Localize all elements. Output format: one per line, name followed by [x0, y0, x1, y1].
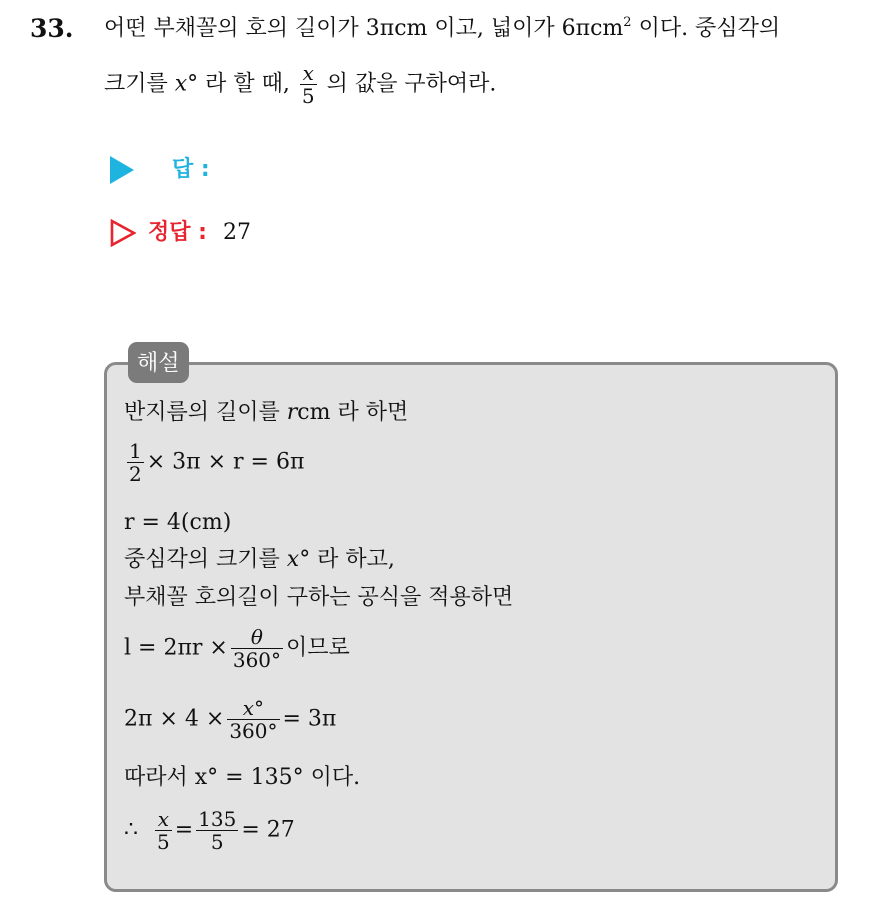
equation: × 3π × r = 6π [146, 449, 305, 475]
variable-r: r [286, 400, 298, 425]
fraction-x-over-5 [300, 62, 317, 107]
fraction-numerator: x [300, 62, 317, 85]
variable-x: x [174, 71, 188, 97]
correct-answer-label: 정답 : [148, 220, 207, 245]
arc-length: 3π [365, 16, 395, 41]
fraction-x-over-360 [227, 697, 279, 742]
fraction-theta-over-360 [231, 626, 283, 671]
fraction-denominator: 360° [232, 648, 282, 672]
solution-text: 이므로 [286, 635, 350, 661]
solution-line-7 [124, 697, 336, 742]
therefore-symbol: ∴ [124, 817, 138, 843]
solution-tag: 해설 [128, 342, 189, 383]
equation: 2π × 4 × [124, 706, 225, 732]
solution-text: 중심각의 크기를 [124, 547, 287, 572]
area-value: 6π [561, 16, 591, 41]
equation: l = 2πr × [124, 635, 228, 661]
solution-line-1 [124, 398, 408, 428]
fraction-numerator: θ [231, 626, 283, 649]
question-text: 의 값을 구하여라. [319, 71, 497, 97]
equals-sign: = [174, 817, 194, 843]
fraction-denominator: 360° [229, 719, 278, 743]
solution-text: 부채꼴 호의길이 구하는 공식을 적용하면 [124, 585, 514, 610]
equation: = 3π [282, 706, 337, 732]
variable-x: x [286, 547, 300, 572]
question-text: 이다. 중심각의 [631, 16, 781, 41]
solution-text: 라 하고, [310, 547, 395, 572]
question-number: 33. [30, 14, 74, 43]
filled-triangle-icon [110, 156, 134, 184]
fraction-x-over-5 [155, 808, 172, 853]
degree-symbol: ° [299, 547, 311, 572]
fraction-denominator: 5 [210, 830, 224, 854]
question-text: 라 할 때, [198, 71, 297, 97]
solution-line-9 [124, 808, 295, 853]
solution-text: cm 라 하면 [297, 400, 409, 425]
fraction-denominator: 2 [129, 462, 142, 486]
answer-row [110, 152, 210, 184]
correct-answer-row [110, 215, 251, 247]
outline-triangle-icon [110, 219, 136, 247]
fraction-numerator: 135 [198, 807, 237, 831]
fraction-denominator: 5 [157, 830, 170, 854]
solution-text: 이다. [303, 765, 361, 790]
equation: r = 4(cm) [124, 510, 232, 535]
question-line-1 [104, 14, 780, 44]
solution-line-8 [124, 763, 360, 793]
solution-line-3 [124, 508, 231, 538]
fraction-135-over-5 [196, 808, 238, 853]
fraction-denominator: 5 [301, 84, 315, 108]
equation: = 27 [241, 817, 295, 843]
equation: x° = 135° [194, 765, 304, 790]
fraction-numerator: x° [227, 697, 279, 720]
exponent: 2 [623, 15, 632, 30]
answer-label: 답 : [172, 157, 210, 182]
solution-text: 반지름의 길이를 [124, 400, 287, 425]
correct-answer-value: 27 [222, 220, 251, 245]
solution-text: 따라서 [124, 765, 195, 790]
question-text: cm 이고, 넓이가 [394, 16, 562, 41]
degree-symbol: ° [187, 71, 199, 97]
fraction-one-half [127, 440, 144, 485]
fraction-numerator: x [155, 808, 172, 831]
question-text: 크기를 [104, 71, 175, 97]
question-text: 어떤 부채꼴의 호의 길이가 [104, 16, 366, 41]
fraction-numerator: 1 [129, 439, 142, 463]
question-line-2 [104, 62, 496, 107]
unit-cm: cm [590, 16, 624, 41]
solution-line-2 [124, 440, 304, 485]
solution-line-6 [124, 626, 350, 671]
solution-line-4 [124, 545, 395, 575]
solution-line-5 [124, 583, 513, 613]
